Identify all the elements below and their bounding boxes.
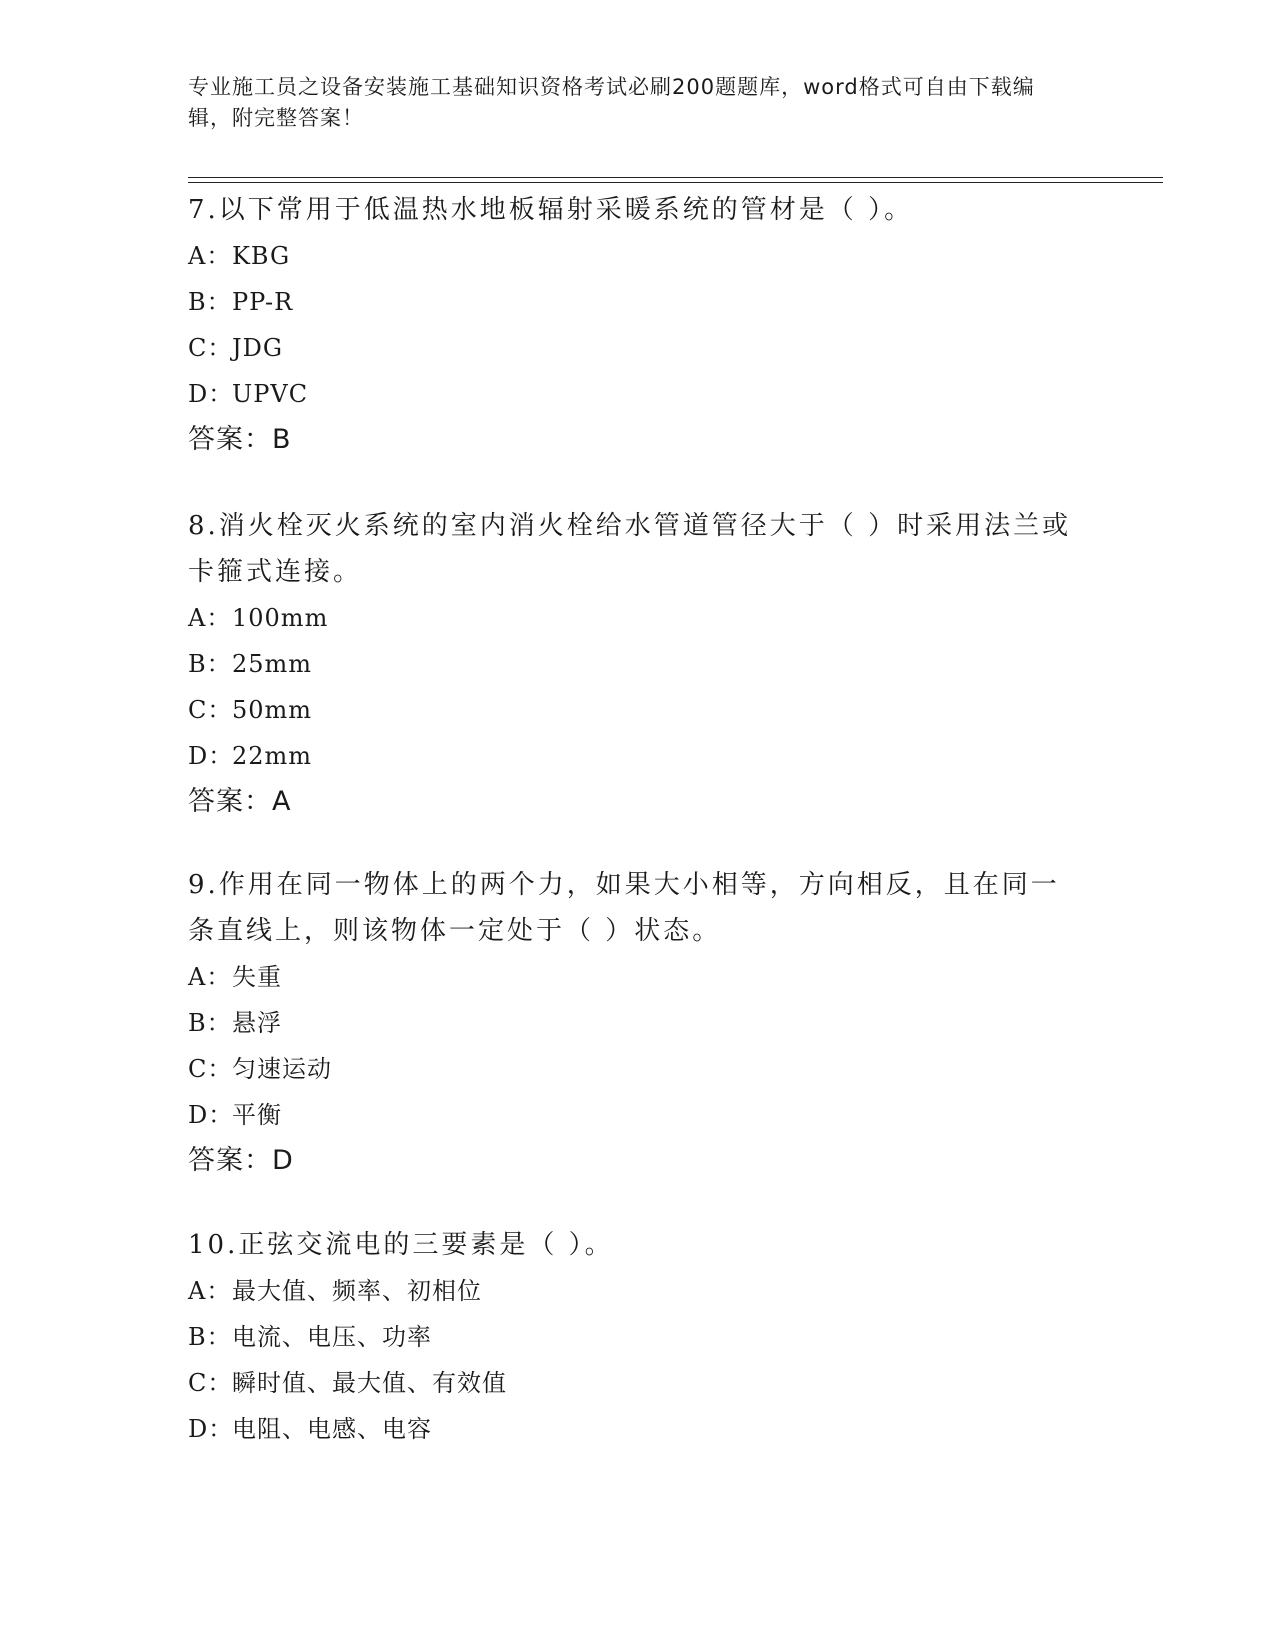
option-key: C：: [188, 1055, 233, 1083]
option-b: [188, 1314, 1088, 1360]
option-text: 22mm: [232, 742, 313, 770]
option-text: PP-R: [232, 288, 294, 316]
option-a: [188, 954, 1088, 1000]
question-9: [188, 862, 1088, 1184]
option-text: 50mm: [232, 696, 313, 724]
option-text: 100mm: [232, 604, 329, 632]
answer-line: 答案：A: [188, 786, 292, 817]
option-d: [188, 1406, 1088, 1452]
option-text: 瞬时值、最大值、有效值: [232, 1369, 507, 1397]
option-b: [188, 641, 1088, 687]
question-stem: 10.正弦交流电的三要素是（ ）。: [188, 1230, 614, 1260]
option-a: [188, 233, 1088, 279]
option-text: 悬浮: [232, 1009, 282, 1037]
option-c: [188, 1046, 1088, 1092]
option-text: 电流、电压、功率: [232, 1323, 432, 1351]
option-b: [188, 279, 1088, 325]
option-key: A：: [188, 1277, 232, 1305]
option-text: 匀速运动: [232, 1055, 332, 1083]
option-key: C：: [188, 696, 233, 724]
answer-line: 答案：B: [188, 424, 292, 455]
option-key: D：: [188, 742, 234, 770]
option-key: B：: [188, 288, 232, 316]
option-key: C：: [188, 334, 233, 362]
option-key: D：: [188, 1101, 234, 1129]
option-c: [188, 687, 1088, 733]
option-d: [188, 371, 1088, 417]
option-key: B：: [188, 1009, 232, 1037]
option-text: 25mm: [232, 650, 313, 678]
header-divider-top: [188, 177, 1163, 178]
question-stem: 8.消火栓灭火系统的室内消火栓给水管道管径大于（ ）时采用法兰或卡箍式连接。: [188, 511, 1072, 587]
option-d: [188, 1092, 1088, 1138]
option-key: A：: [188, 963, 232, 991]
option-a: [188, 595, 1088, 641]
option-key: D：: [188, 380, 234, 408]
option-key: D：: [188, 1415, 234, 1443]
question-stem: 9.作用在同一物体上的两个力，如果大小相等，方向相反，且在同一条直线上，则该物体一定处于（ ）状态。: [188, 870, 1060, 946]
option-key: C：: [188, 1369, 233, 1397]
option-key: A：: [188, 604, 232, 632]
option-text: KBG: [232, 242, 291, 270]
option-text: UPVC: [232, 380, 309, 408]
option-text: 平衡: [232, 1101, 282, 1129]
question-stem: 7.以下常用于低温热水地板辐射采暖系统的管材是（ ）。: [188, 195, 914, 225]
option-text: 电阻、电感、电容: [232, 1415, 432, 1443]
option-key: A：: [188, 242, 232, 270]
answer-line: 答案：D: [188, 1145, 294, 1176]
header-divider-bottom: [188, 182, 1163, 183]
option-text: 失重: [232, 963, 282, 991]
option-text: 最大值、频率、初相位: [232, 1277, 482, 1305]
option-c: [188, 1360, 1088, 1406]
option-a: [188, 1268, 1088, 1314]
document-header: 专业施工员之设备安装施工基础知识资格考试必刷200题题库，word格式可自由下载编辑，附完整答案！: [188, 75, 1035, 130]
question-7: [188, 187, 1088, 463]
option-d: [188, 733, 1088, 779]
question-8: [188, 503, 1088, 825]
option-key: B：: [188, 1323, 232, 1351]
option-text: JDG: [232, 334, 284, 362]
option-c: [188, 325, 1088, 371]
question-10: [188, 1222, 1088, 1452]
option-b: [188, 1000, 1088, 1046]
option-key: B：: [188, 650, 232, 678]
